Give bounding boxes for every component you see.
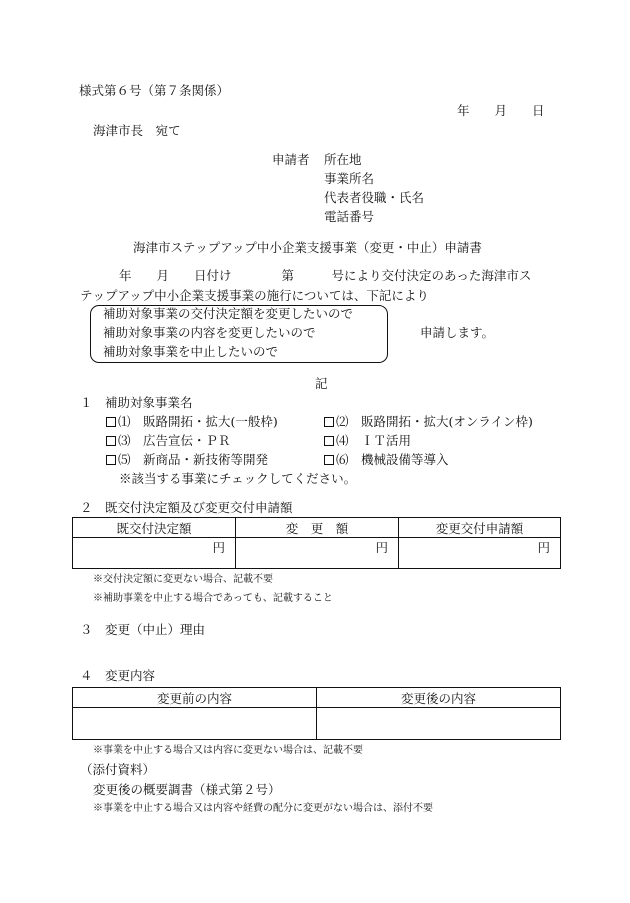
checkbox-item-4[interactable]: ⑷ ＩＴ活用 (324, 433, 411, 449)
checkbox[interactable] (106, 417, 116, 427)
section-3-heading: ３ 変更（中止）理由 (80, 622, 206, 637)
checkbox[interactable] (324, 455, 334, 465)
body-line-1: 年 月 日付け 第 号により交付決定のあった海津市ス (119, 268, 532, 283)
attachments-heading: （添付資料） (80, 762, 156, 777)
after-content-cell[interactable] (317, 708, 561, 740)
apply-text: 申請します。 (420, 325, 495, 340)
header-after: 変更後の内容 (317, 688, 561, 708)
checkbox[interactable] (106, 455, 116, 465)
document-title: 海津市ステップアップ中小企業支援事業（変更・中止）申請書 (133, 240, 482, 255)
attachment-item: 変更後の概要調書（様式第２号） (93, 782, 281, 797)
body-line-2: テップアップ中小企業支援事業の施行については、下記により (80, 288, 429, 303)
date-line: 年 月 日 (457, 103, 545, 118)
option-cancel: 補助対象事業を中止したいので (103, 344, 279, 359)
checkbox-item-2[interactable]: ⑵ 販路開拓・拡大(オンライン枠) (324, 414, 533, 430)
form-number: 様式第６号（第７条関係） (79, 83, 230, 98)
section-4-heading: ４ 変更内容 (80, 668, 156, 683)
yen-unit: 円 (212, 540, 225, 555)
header-change-amount: 変 更 額 (236, 518, 399, 538)
current-amount-cell[interactable] (73, 538, 236, 569)
section-4-note: ※事業を中止する場合又は内容に変更ない場合は、記載不要 (93, 745, 363, 756)
checkbox[interactable] (324, 436, 334, 446)
option-change-content: 補助対象事業の内容を変更したいので (103, 325, 316, 340)
amount-table (72, 517, 561, 569)
ki-label: 記 (315, 376, 328, 391)
header-new-amount: 変更交付申請額 (399, 518, 561, 538)
yen-unit: 円 (537, 540, 550, 555)
header-before: 変更前の内容 (73, 688, 317, 708)
header-current-amount: 既交付決定額 (73, 518, 236, 538)
section-2-note-1: ※交付決定額に変更ない場合、記載不要 (93, 574, 273, 585)
applicant-representative: 代表者役職・氏名 (324, 190, 425, 205)
checkbox-item-5[interactable]: ⑸ 新商品・新技術等開発 (106, 452, 268, 468)
option-change-amount: 補助対象事業の交付決定額を変更したいので (103, 306, 354, 321)
section-1-note: ※該当する事業にチェックしてください。 (119, 471, 357, 486)
section-2-note-2: ※補助事業を中止する場合であっても、記載すること (93, 593, 333, 604)
applicant-business-name: 事業所名 (324, 171, 375, 186)
section-1-heading: １ 補助対象事業名 (80, 395, 193, 410)
addressee: 海津市長 宛て (93, 123, 181, 138)
checkbox-item-3[interactable]: ⑶ 広告宣伝・ＰＲ (106, 433, 231, 449)
applicant-label: 申請者 (272, 152, 310, 167)
checkbox-item-1[interactable]: ⑴ 販路開拓・拡大(一般枠) (106, 414, 278, 430)
applicant-address: 所在地 (324, 152, 362, 167)
section-2-heading: ２ 既交付決定額及び変更交付申請額 (80, 500, 293, 515)
new-amount-cell[interactable] (399, 538, 561, 569)
checkbox[interactable] (106, 436, 116, 446)
applicant-phone: 電話番号 (324, 209, 375, 224)
change-amount-cell[interactable] (236, 538, 399, 569)
checkbox[interactable] (324, 417, 334, 427)
attachments-note: ※事業を中止する場合又は内容や経費の配分に変更がない場合は、添付不要 (93, 803, 433, 814)
before-content-cell[interactable] (73, 708, 317, 740)
change-content-table (72, 687, 561, 740)
checkbox-item-6[interactable]: ⑹ 機械設備等導入 (324, 452, 449, 468)
yen-unit: 円 (375, 540, 388, 555)
